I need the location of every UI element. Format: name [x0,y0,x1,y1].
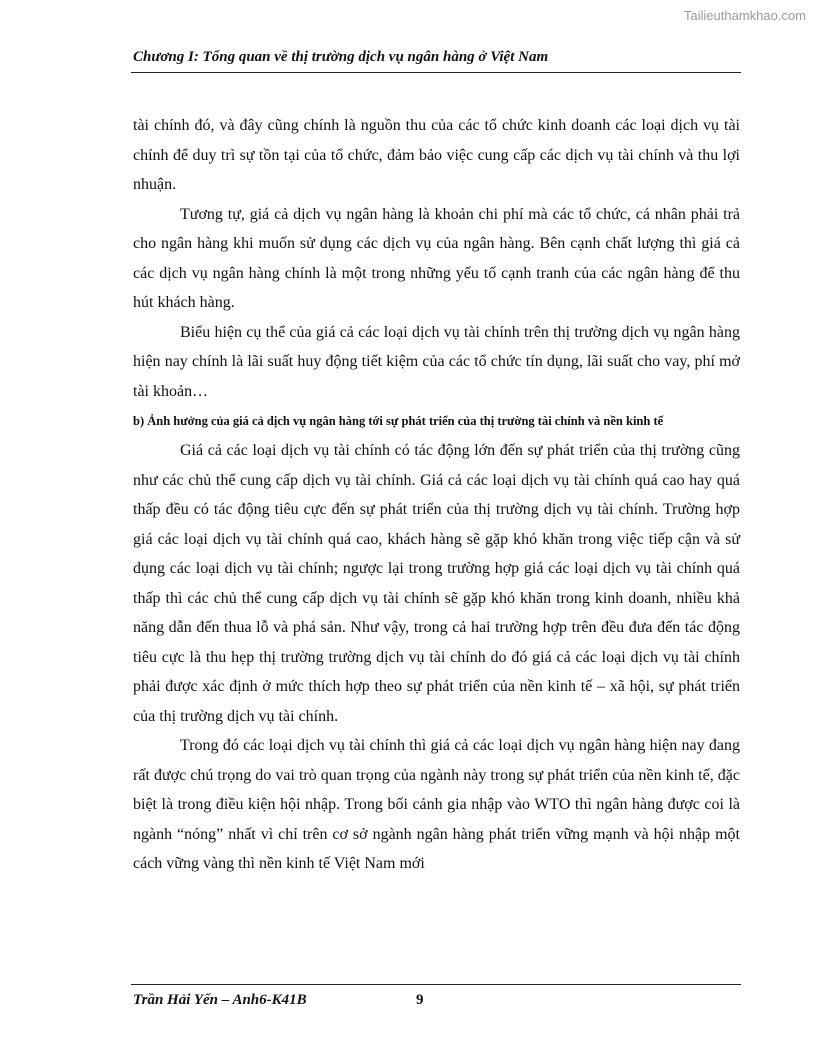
paragraph: Giá cả các loại dịch vụ tài chính có tác động lớn đến sự phát triển của thị trường cũng như các chủ thể cung cấp dịch vụ tài chính. Giá cả các loại dịch vụ tài chính quá cao hay quá thấp đều có tác động tiêu cực đến sự phát triển của thị trường dịch vụ tài chính. Trường hợp giá các loại dịch vụ tài chính quá cao, khách hàng sẽ gặp khó khăn trong việc tiếp cận và sử dụng các loại dịch vụ tài chính; ngược lại trong trường hợp giá các loại dịch vụ tài chính quá thấp thì các chủ thể cung cấp dịch vụ tài chính sẽ gặp khó khăn trong kinh doanh, nhiều khả năng dẫn đến thua lỗ và phá sản. Như vậy, trong cả hai trường hợp trên đều đưa đến tác động tiêu cực là thu hẹp thị trường trường dịch vụ tài chính do đó giá cả các loại dịch vụ tài chính phải được xác định ở mức thích hợp theo sự phát triển của nền kinh tế – xã hội, sự phát triển của thị trường dịch vụ tài chính. [133,442,740,725]
watermark: Tailieuthamkhao.com [683,8,806,23]
page-number: 9 [416,992,424,1008]
page-body [133,111,740,879]
running-header-title: Chương I: Tổng quan về thị trường dịch vụ ngân hàng ở Việt Nam [133,49,549,65]
header-divider [131,72,741,73]
paragraph: Trong đó các loại dịch vụ tài chính thì giá cả các loại dịch vụ ngân hàng hiện nay đang rất được chú trọng do vai trò quan trọng của ngành này trong sự phát triển của nền kinh tế, đặc biệt là trong điều kiện hội nhập. Trong bối cảnh gia nhập vào WTO thì ngân hàng được coi là ngành “nóng” nhất vì chỉ trên cơ sở ngành ngân hàng phát triển vững mạnh và hội nhập một cách vững vàng thì nền kinh tế Việt Nam mới [133,737,740,872]
footer-author: Trần Hải Yến – Anh6-K41B [133,992,307,1008]
paragraph-continuation: tài chính đó, và đây cũng chính là nguồn thu của các tổ chức kinh doanh các loại dịch vụ tài chính để duy trì sự tồn tại của tổ chức, đảm bảo việc cung cấp các dịch vụ tài chính và thu lợi nhuận. [133,117,740,193]
footer-divider [131,984,741,985]
paragraph: Biểu hiện cụ thể của giá cả các loại dịch vụ tài chính trên thị trường dịch vụ ngân hàng hiện nay chính là lãi suất huy động tiết kiệm của các tổ chức tín dụng, lãi suất cho vay, phí mở tài khoản… [133,323,740,400]
paragraph: Tương tự, giá cả dịch vụ ngân hàng là khoản chi phí mà các tổ chức, cá nhân phải trả cho ngân hàng khi muốn sử dụng các dịch vụ của ngân hàng. Bên cạnh chất lượng thì giá cả các dịch vụ ngân hàng chính là một trong những yếu tố cạnh tranh của các ngân hàng để thu hút khách hàng. [133,205,740,311]
section-heading: b) Ảnh hưởng của giá cả dịch vụ ngân hàng tới sự phát triển của thị trường tài chính và nền kinh tế [133,414,664,428]
